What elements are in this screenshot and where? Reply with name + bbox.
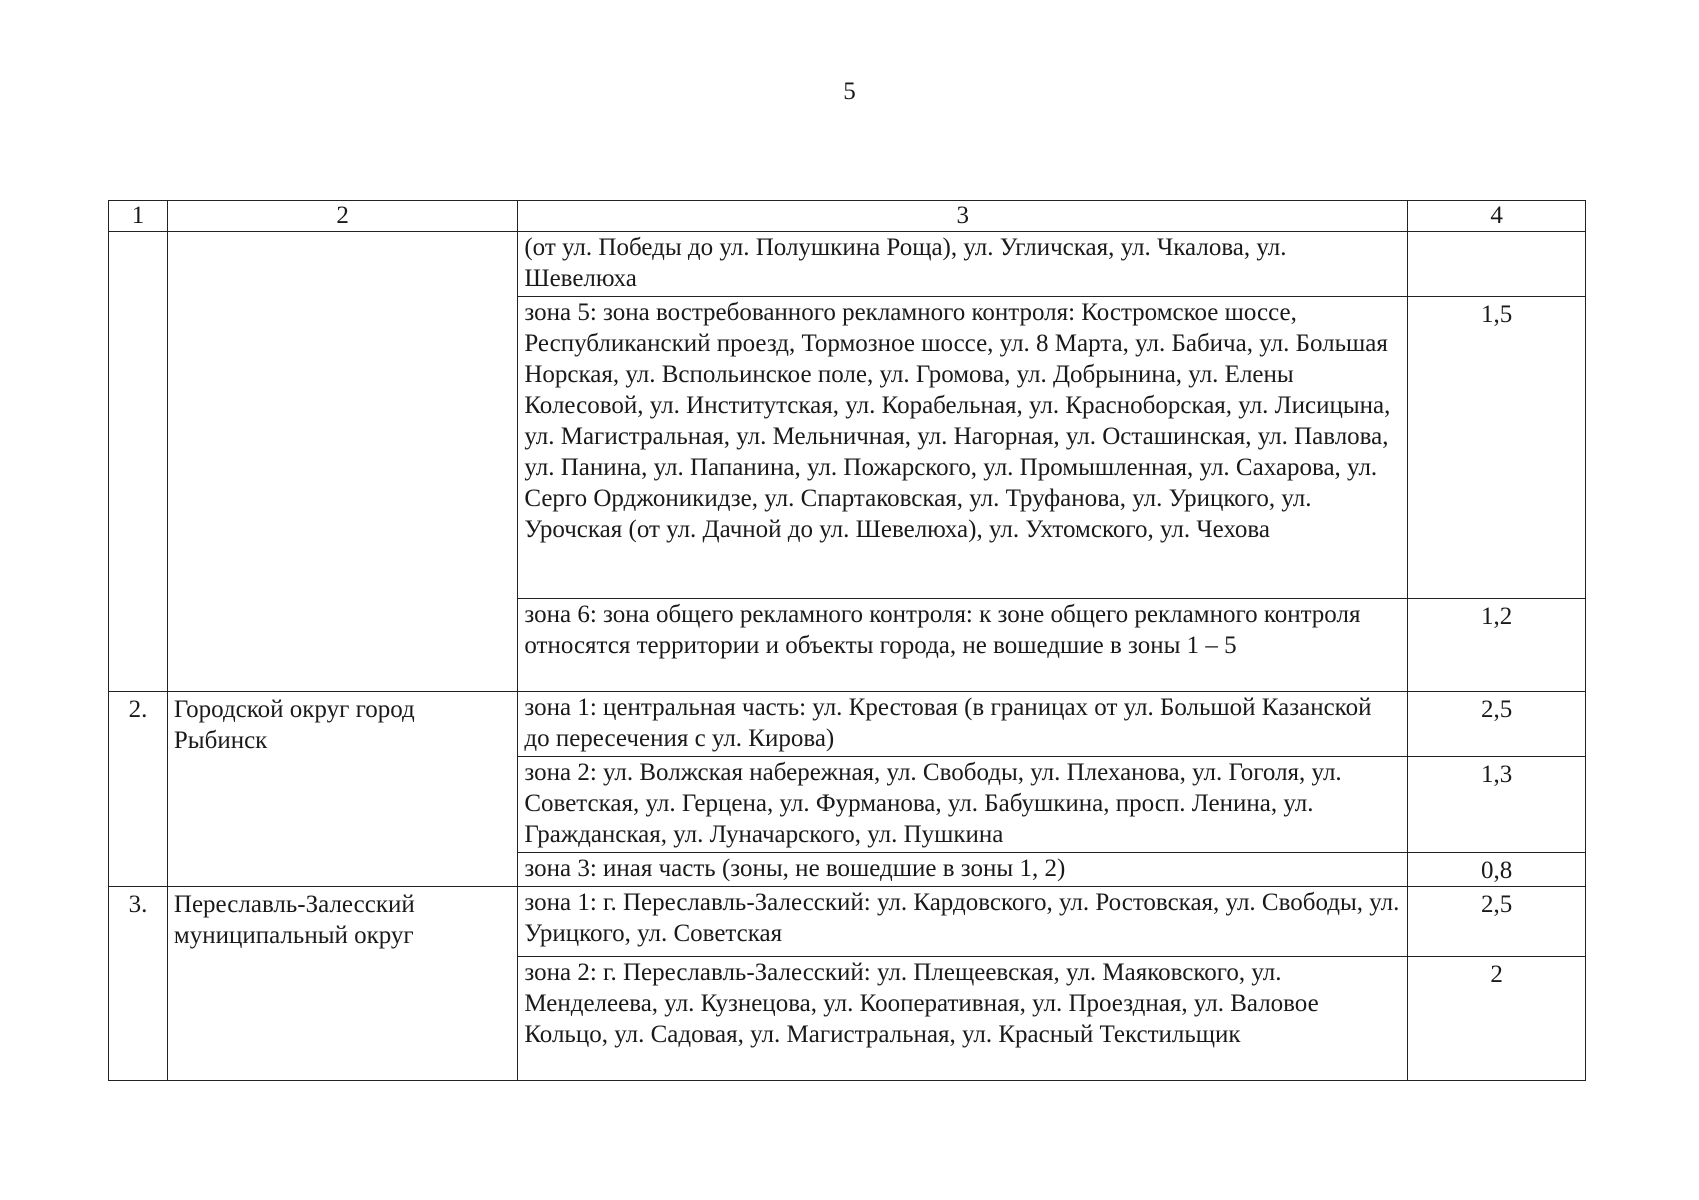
coefficient-cell: 1,5 — [1408, 297, 1586, 599]
coefficient-cell: 1,3 — [1408, 757, 1586, 853]
table-row — [109, 232, 1586, 297]
page-number: 5 — [843, 78, 856, 105]
zone-description-cell: зона 5: зона востребованного рекламного контроля: Костромское шоссе, Республиканский проезд, Тормозное шоссе, ул. 8 Марта, ул. Бабича, ул. Большая Норская, ул. Вспольинское поле, ул. Громова, ул. Добрынина, ул. Елены Колесовой, ул. Институтская, ул. Корабельная, ул. Красноборская, ул. Лисицына, ул. Магистральная, ул. Мельничная, ул. Нагорная, ул. Осташинская, ул. Павлова, ул. Панина, ул. Папанина, ул. Пожарского, ул. Промышленная, ул. Сахарова, ул. Серго Орджоникидзе, ул. Спартаковская, ул. Труфанова, ул. Урицкого, ул. Урочская (от ул. Дачной до ул. Шевелюха), ул. Ухтомского, ул. Чехова — [518, 297, 1408, 599]
zones-table — [108, 200, 1586, 1081]
zone-description-cell: (от ул. Победы до ул. Полушкина Роща), ул. Угличская, ул. Чкалова, ул. Шевелюха — [518, 232, 1408, 297]
row-number-cell: 3. — [109, 887, 168, 1081]
table-row — [109, 692, 1586, 757]
zone-description-cell: зона 6: зона общего рекламного контроля: к зоне общего рекламного контроля относятся территории и объекты города, не вошедшие в зоны 1 – 5 — [518, 599, 1408, 692]
zone-description-cell: зона 2: г. Переславль-Залесский: ул. Плещеевская, ул. Маяковского, ул. Менделеева, ул. Кузнецова, ул. Кооперативная, ул. Проездная, ул. Валовое Кольцо, ул. Садовая, ул. Магистральная, ул. Красный Текстильщик — [518, 957, 1408, 1081]
coefficient-cell: 1,2 — [1408, 599, 1586, 692]
coefficient-cell — [1408, 232, 1586, 297]
column-header-2: 2 — [167, 201, 517, 232]
table-header-row — [109, 201, 1586, 232]
table-row — [109, 887, 1586, 957]
column-header-1: 1 — [109, 201, 168, 232]
zone-description-cell: зона 1: центральная часть: ул. Крестовая (в границах от ул. Большой Казанской до пересечения с ул. Кирова) — [518, 692, 1408, 757]
column-header-3: 3 — [518, 201, 1408, 232]
municipality-cell: Городской округ город Рыбинск — [167, 692, 517, 887]
coefficient-cell: 2 — [1408, 957, 1586, 1081]
municipality-cell — [167, 232, 517, 692]
zone-description-cell: зона 2: ул. Волжская набережная, ул. Свободы, ул. Плеханова, ул. Гоголя, ул. Советская, ул. Герцена, ул. Фурманова, ул. Бабушкина, просп. Ленина, ул. Гражданская, ул. Луначарского, ул. Пушкина — [518, 757, 1408, 853]
coefficient-cell: 0,8 — [1408, 853, 1586, 887]
coefficient-cell: 2,5 — [1408, 887, 1586, 957]
row-number-cell: 2. — [109, 692, 168, 887]
column-header-4: 4 — [1408, 201, 1586, 232]
row-number-cell — [109, 232, 168, 692]
zone-description-cell: зона 3: иная часть (зоны, не вошедшие в зоны 1, 2) — [518, 853, 1408, 887]
zone-description-cell: зона 1: г. Переславль-Залесский: ул. Кардовского, ул. Ростовская, ул. Свободы, ул. Урицкого, ул. Советская — [518, 887, 1408, 957]
municipality-cell: Переславль-Залесский муниципальный округ — [167, 887, 517, 1081]
coefficient-cell: 2,5 — [1408, 692, 1586, 757]
